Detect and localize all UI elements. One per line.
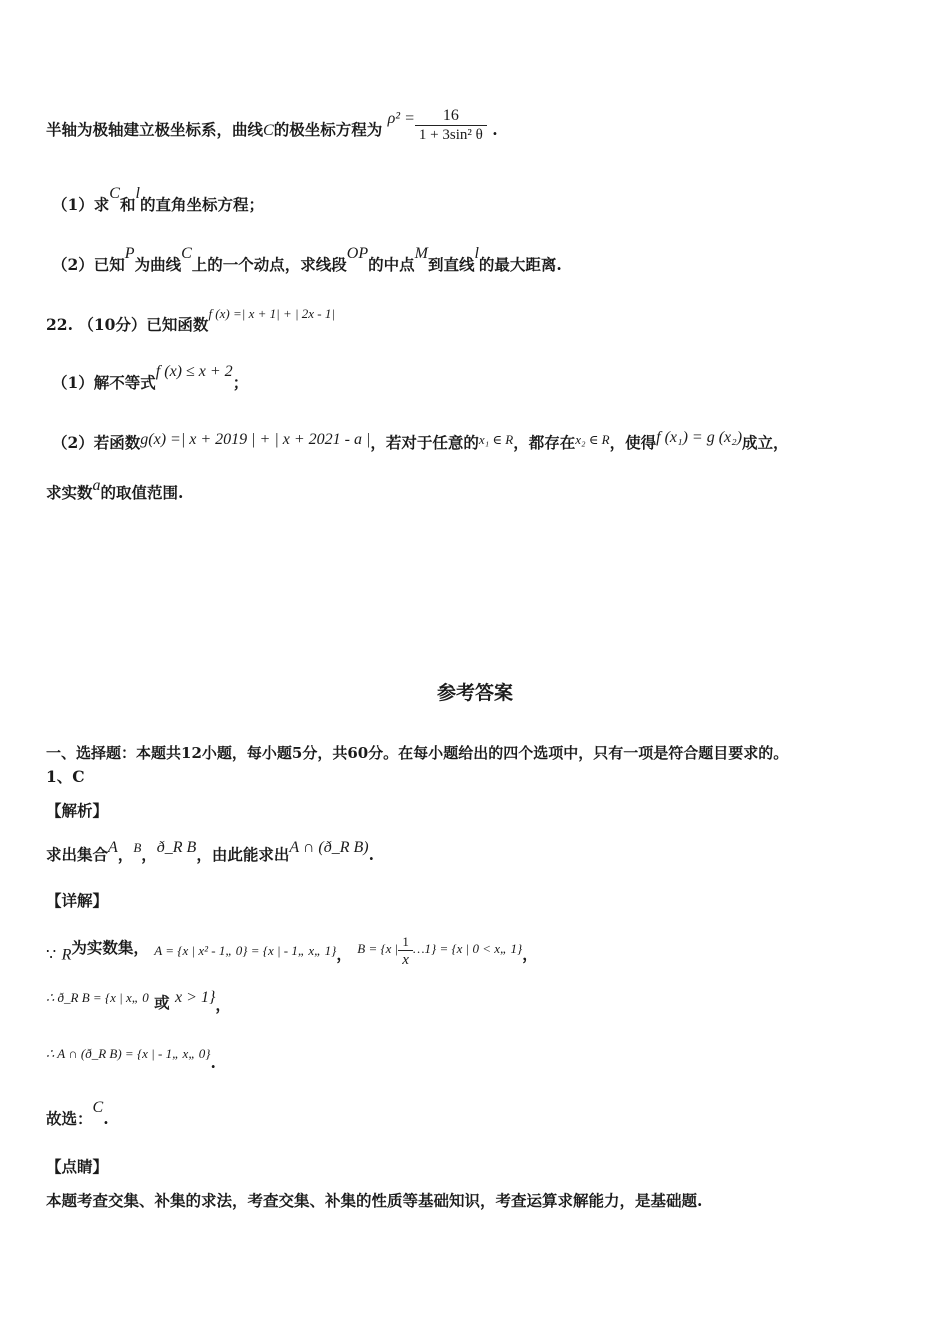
label: （1）解不等式 — [52, 373, 156, 392]
var-c: C — [181, 245, 192, 262]
text: ，由此能求出 — [196, 845, 290, 864]
period: . — [103, 1109, 109, 1128]
complement-b: ð_R B — [156, 839, 197, 856]
text: ，使得 — [609, 433, 657, 452]
text: 或 — [154, 993, 170, 1012]
var-m: M — [414, 245, 428, 262]
comment-heading: 【点睛】 — [46, 1157, 109, 1176]
var-r: R — [61, 946, 72, 964]
detail-line-1 — [46, 934, 538, 973]
fraction-1-over-x — [398, 934, 413, 969]
var-p: P — [124, 245, 135, 262]
expr: x > 1} — [175, 989, 216, 1006]
text: 求实数 — [46, 483, 93, 502]
var-a: a — [92, 477, 101, 494]
answer-title: 参考答案 — [436, 682, 513, 704]
set-a: A = {x | x² - 1„ 0} = {x | - 1„ x„ 1} — [154, 943, 337, 959]
x1-in-r: x₁ ∈ R — [478, 432, 514, 447]
period: . — [210, 1053, 216, 1072]
function-g: g(x) =| x + 2019 | + | x + 2021 - a | — [140, 431, 371, 448]
choice-line — [46, 1099, 109, 1129]
analysis-heading: 【解析】 — [46, 801, 109, 820]
problem-22-question-2 — [52, 429, 789, 453]
detail-heading: 【详解】 — [46, 891, 109, 910]
inequality: f (x) ≤ x + 2 — [155, 363, 233, 380]
text: ， — [117, 845, 134, 864]
summary: 本题考查交集、补集的求法，考查交集、补集的性质等基础知识，考查运算求解能力，是基础题. — [46, 1191, 703, 1210]
text: 故选： — [46, 1109, 93, 1128]
answer-1: 1、C — [46, 767, 85, 786]
numerator: 16 — [415, 106, 487, 126]
set-b: B = {x | — [357, 941, 399, 957]
text: ，若对于任意的 — [370, 433, 479, 452]
numerator: 1 — [398, 934, 413, 951]
problem-22-question-1 — [52, 363, 249, 393]
label: （2）已知 — [52, 255, 125, 274]
problem-22-question-2-cont — [46, 477, 184, 503]
text: ； — [232, 373, 249, 392]
var-c: C — [263, 122, 274, 140]
label: （1）求 — [52, 195, 110, 214]
text: 为曲线 — [134, 255, 182, 274]
text: ， — [522, 944, 538, 964]
question-1 — [52, 185, 264, 215]
complement-expr: ∴ ð_R B = {x | x„ 0 — [46, 990, 149, 1005]
text: 的直角坐标方程； — [139, 195, 264, 214]
denominator: x — [402, 951, 409, 968]
var-op: OP — [346, 245, 369, 262]
var-l: l — [474, 245, 479, 262]
denominator: 1 + 3sin² θ — [418, 127, 483, 144]
rho-squared: ρ² = — [387, 110, 415, 128]
detail-line-3 — [46, 1044, 216, 1072]
result-expr: ∴ A ∩ (ð_R B) = {x | - 1„ x„ 0} — [46, 1046, 211, 1061]
text: 和 — [119, 195, 136, 214]
set-b-rest: …1} = {x | 0 < x„ 1} — [412, 941, 523, 957]
detail-line-2 — [46, 988, 231, 1014]
function-f: f (x) =| x + 1| + | 2x - 1| — [208, 306, 335, 321]
text: 上的一个动点，求线段 — [191, 255, 347, 274]
problem-22 — [46, 306, 335, 335]
period: . — [492, 120, 498, 140]
text: ， — [336, 944, 352, 964]
because-symbol: ∵ — [46, 946, 57, 964]
text: ， — [141, 845, 157, 864]
var-l: l — [135, 185, 140, 202]
label: （2）若函数 — [52, 433, 141, 452]
x2-in-r: x₂ ∈ R — [575, 432, 610, 447]
text: 的取值范围. — [100, 483, 184, 502]
fraction — [415, 106, 487, 144]
var-b: B — [133, 840, 142, 855]
text: ，都存在 — [513, 433, 576, 452]
var-c: C — [92, 1099, 104, 1116]
period: . — [368, 845, 374, 864]
var-c: C — [109, 185, 120, 202]
analysis-line — [46, 839, 374, 865]
text: 的中点 — [368, 255, 415, 274]
text: 成立， — [742, 433, 789, 452]
label: 22. （10分）已知函数 — [46, 315, 209, 334]
section-heading: 一、选择题：本题共12小题，每小题5分，共60分。在每小题给出的四个选项中，只有一项是符合题目要求的。 — [46, 744, 789, 762]
intersection-expr: A ∩ (ð_R B) — [289, 839, 369, 856]
text: 为实数集， — [71, 938, 149, 958]
text: 的最大距离. — [478, 255, 562, 274]
text: 的极坐标方程为 — [273, 120, 383, 140]
text: 到直线 — [427, 255, 475, 274]
text: 半轴为极轴建立极坐标系，曲线 — [46, 120, 264, 140]
var-a: A — [108, 839, 118, 856]
polar-equation-line — [46, 107, 498, 150]
question-2 — [52, 245, 562, 275]
text: 求出集合 — [46, 845, 109, 864]
equation: f (x₁) = g (x₂) — [656, 429, 743, 446]
text: ， — [215, 995, 231, 1014]
